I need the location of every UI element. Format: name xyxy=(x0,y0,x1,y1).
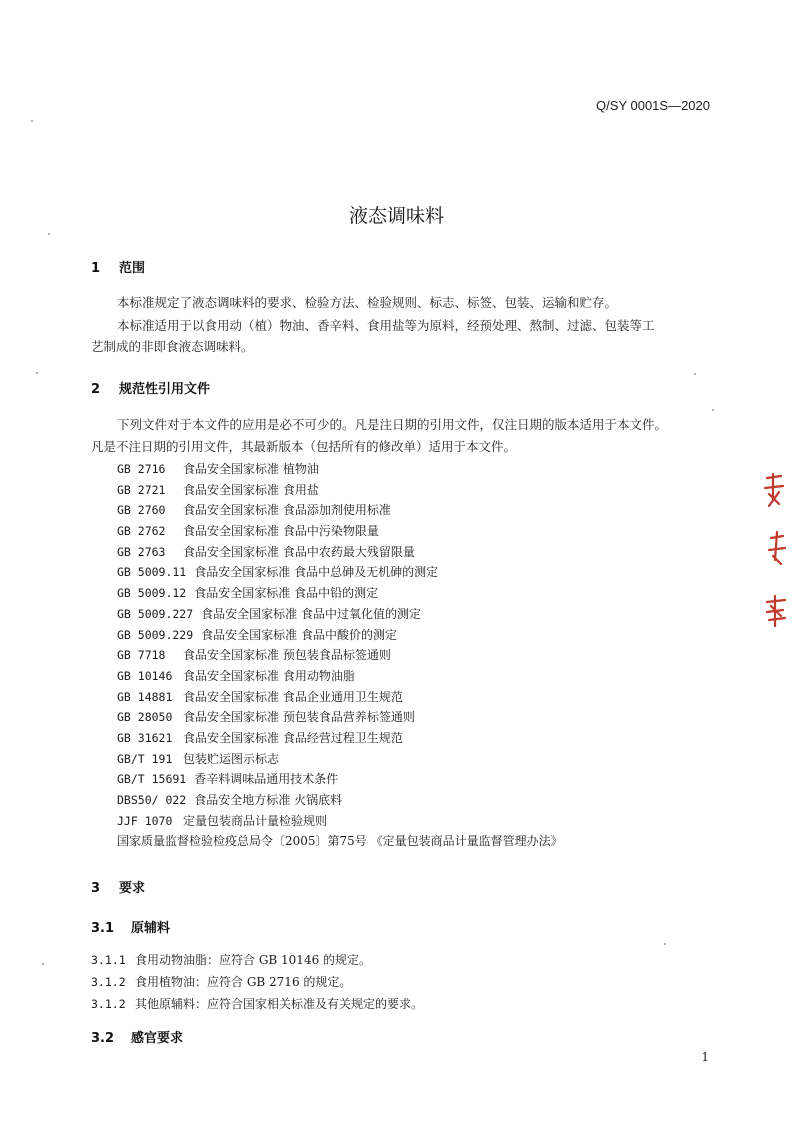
reference-item xyxy=(117,500,563,521)
requirement-number: 3.1.2 xyxy=(91,997,126,1011)
section-number: 3 xyxy=(91,881,101,896)
references-intro-line-1: 下列文件对于本文件的应用是必不可少的。凡是注日期的引用文件，仅注日期的版本适用于本文件。 xyxy=(117,417,668,432)
reference-title: 食品安全国家标准 食品中酸价的测定 xyxy=(201,627,397,642)
scan-speck xyxy=(712,409,714,411)
reference-item xyxy=(117,583,563,604)
scope-paragraph-2-line-1: 本标准适用于以食用动（植）物油、香辛料、食用盐等为原料，经预处理、熬制、过滤、包装等工 xyxy=(117,318,655,333)
requirement-item xyxy=(91,995,423,1012)
section-heading-scope xyxy=(91,257,145,276)
reference-code: GB 5009.11 xyxy=(117,565,187,580)
reference-code: GB 14881 xyxy=(117,689,173,704)
scan-speck xyxy=(31,120,33,122)
section-title: 范围 xyxy=(119,261,146,276)
reference-item xyxy=(117,687,563,708)
scan-speck xyxy=(48,233,50,235)
reference-title: 食品安全国家标准 预包装食品标签通则 xyxy=(183,648,391,663)
reference-title: 食品安全国家标准 食品中过氧化值的测定 xyxy=(201,606,421,621)
scan-speck xyxy=(36,372,38,374)
reference-code: GB 5009.227 xyxy=(117,606,194,621)
subsection-heading-raw-materials xyxy=(91,917,170,936)
reference-item xyxy=(117,707,563,728)
reference-code: GB 10146 xyxy=(117,668,173,683)
requirement-text: 食用动物油脂：应符合 GB 10146 的规定。 xyxy=(135,953,372,967)
references-intro-line-2: 凡是不注日期的引用文件，其最新版本（包括所有的修改单）适用于本文件。 xyxy=(91,439,517,454)
reference-item xyxy=(117,728,563,749)
section-title: 规范性引用文件 xyxy=(119,382,211,397)
requirement-number: 3.1.1 xyxy=(91,953,126,967)
reference-title: 食品安全国家标准 食品中铅的测定 xyxy=(194,586,379,601)
requirement-text: 食用植物油：应符合 GB 2716 的规定。 xyxy=(135,975,352,989)
reference-item xyxy=(117,831,563,852)
reference-code: GB 5009.229 xyxy=(117,627,194,642)
section-heading-references xyxy=(91,378,210,397)
reference-item xyxy=(117,769,563,790)
reference-code: GB 2721 xyxy=(117,482,166,497)
subsection-number: 3.2 xyxy=(91,1031,115,1046)
section-heading-requirements xyxy=(91,877,145,896)
reference-item xyxy=(117,625,563,646)
reference-title: 食品安全国家标准 食用盐 xyxy=(183,482,319,497)
reference-item xyxy=(117,562,563,583)
reference-code: GB 2763 xyxy=(117,544,166,559)
reference-title: 包装贮运图示标志 xyxy=(183,751,280,766)
scope-paragraph-2-line-2: 艺制成的非即食液态调味料。 xyxy=(91,339,254,354)
reference-title: 食品安全国家标准 食用动物油脂 xyxy=(183,668,355,683)
reference-item xyxy=(117,542,563,563)
reference-title: 食品安全国家标准 预包装食品营养标签通则 xyxy=(183,710,415,725)
reference-code: GB 2760 xyxy=(117,503,166,518)
standard-code: Q/SY 0001S—2020 xyxy=(596,98,710,113)
reference-title: 国家质量监督检验检疫总局令〔2005〕第75号 《定量包装商品计量监督管理办法》 xyxy=(117,834,563,849)
reference-title: 食品安全国家标准 食品经营过程卫生规范 xyxy=(183,730,403,745)
reference-code: GB 31621 xyxy=(117,730,173,745)
reference-title: 食品安全国家标准 食品中总砷及无机砷的测定 xyxy=(194,565,439,580)
requirement-item xyxy=(91,951,371,968)
reference-title: 食品安全国家标准 食品中农药最大残留限量 xyxy=(183,544,415,559)
scan-speck xyxy=(42,963,44,965)
reference-code: DBS50/ 022 xyxy=(117,793,187,807)
section-number: 1 xyxy=(91,261,101,276)
reference-item xyxy=(117,645,563,666)
requirement-text: 其他原辅料：应符合国家相关标准及有关规定的要求。 xyxy=(135,997,424,1011)
reference-title: 香辛料调味品通用技术条件 xyxy=(194,772,339,787)
reference-list xyxy=(117,459,563,852)
subsection-heading-sensory xyxy=(91,1027,183,1046)
requirement-number: 3.1.2 xyxy=(91,975,126,989)
reference-item xyxy=(117,604,563,625)
page-number: 1 xyxy=(701,1050,709,1064)
reference-code: JJF 1070 xyxy=(117,813,173,828)
reference-code: GB 5009.12 xyxy=(117,586,187,601)
reference-code: GB 2762 xyxy=(117,524,166,539)
reference-title: 食品安全国家标准 食品企业通用卫生规范 xyxy=(183,689,403,704)
subsection-number: 3.1 xyxy=(91,921,115,936)
subsection-title: 感官要求 xyxy=(131,1031,184,1046)
reference-code: GB/T 191 xyxy=(117,751,173,766)
requirement-item xyxy=(91,973,351,990)
subsection-title: 原辅料 xyxy=(131,921,171,936)
scope-paragraph-1: 本标准规定了液态调味料的要求、检验方法、检验规则、标志、标签、包装、运输和贮存。 xyxy=(117,295,618,310)
reference-code: GB 7718 xyxy=(117,648,166,663)
reference-title: 食品安全国家标准 植物油 xyxy=(183,462,319,476)
reference-item xyxy=(117,749,563,770)
reference-item xyxy=(117,480,563,501)
reference-title: 食品安全国家标准 食品添加剂使用标准 xyxy=(183,503,391,518)
reference-code: GB/T 15691 xyxy=(117,772,187,787)
scan-speck xyxy=(694,373,696,375)
reference-item xyxy=(117,521,563,542)
section-number: 2 xyxy=(91,382,101,397)
reference-title: 定量包装商品计量检验规则 xyxy=(183,813,328,828)
reference-item xyxy=(117,459,563,480)
reference-item xyxy=(117,811,563,832)
reference-item xyxy=(117,790,563,811)
reference-code: GB 2716 xyxy=(117,462,166,476)
document-title: 液态调味料 xyxy=(348,205,444,227)
scan-speck xyxy=(664,943,666,945)
reference-item xyxy=(117,666,563,687)
reference-title: 食品安全国家标准 食品中污染物限量 xyxy=(183,524,379,539)
seal-stamp-icon xyxy=(761,470,793,630)
reference-title: 食品安全地方标准 火锅底料 xyxy=(194,793,343,807)
reference-code: GB 28050 xyxy=(117,710,173,725)
section-title: 要求 xyxy=(119,881,146,896)
